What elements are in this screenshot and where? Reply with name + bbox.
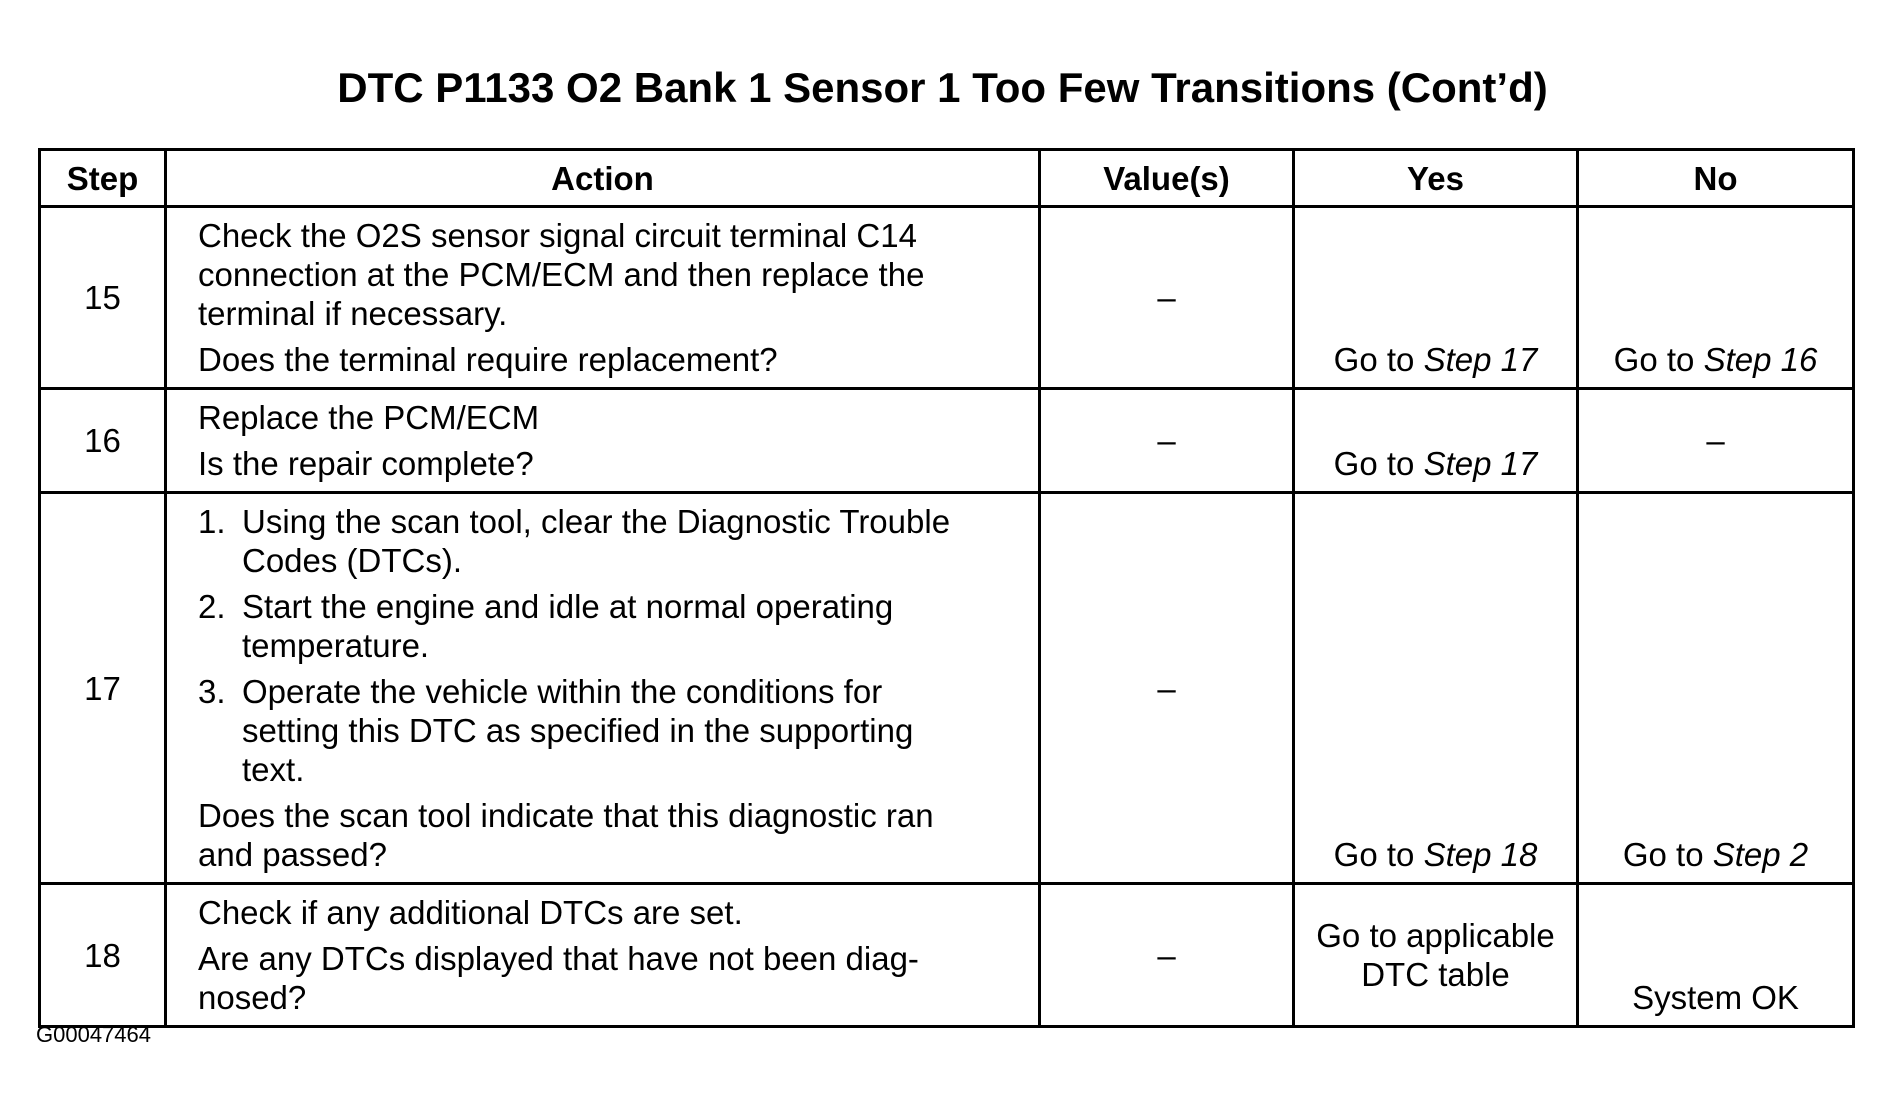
list-item bbox=[198, 587, 1018, 665]
action-cell bbox=[166, 884, 1040, 1027]
action-line: Replace the PCM/ECM bbox=[198, 399, 540, 436]
action-line: Operate the vehicle within the conditions for bbox=[242, 673, 883, 710]
action-cell bbox=[166, 207, 1040, 389]
yes-cell bbox=[1294, 884, 1578, 1027]
action-cell bbox=[166, 389, 1040, 493]
list-number: 1. bbox=[198, 503, 226, 540]
table-row bbox=[40, 389, 1854, 493]
go-to-label: Go to bbox=[1333, 445, 1424, 482]
header-action: Action bbox=[166, 150, 1040, 207]
go-to-label: Go to bbox=[1613, 341, 1704, 378]
action-line: Using the scan tool, clear the Diagnostic Trouble bbox=[242, 503, 951, 540]
step-number: 18 bbox=[40, 884, 166, 1027]
table-row bbox=[40, 493, 1854, 884]
action-question bbox=[198, 939, 1018, 1017]
yes-cell bbox=[1294, 389, 1578, 493]
step-number: 15 bbox=[40, 207, 166, 389]
go-to-label: Go to bbox=[1333, 836, 1424, 873]
figure-code: G00047464 bbox=[36, 1022, 151, 1047]
yes-cell bbox=[1294, 207, 1578, 389]
value-cell: – bbox=[1040, 207, 1294, 389]
no-cell bbox=[1578, 493, 1854, 884]
list-number: 3. bbox=[198, 673, 226, 710]
step-reference: Step 2 bbox=[1712, 836, 1809, 873]
action-question: Is the repair complete? bbox=[198, 445, 534, 482]
step-reference: Step 16 bbox=[1703, 341, 1818, 378]
action-line: text. bbox=[242, 751, 305, 788]
step-reference: Step 18 bbox=[1423, 836, 1538, 873]
list-number: 2. bbox=[198, 588, 226, 625]
value-cell: – bbox=[1040, 389, 1294, 493]
go-to-label: Go to bbox=[1333, 341, 1424, 378]
header-values: Value(s) bbox=[1040, 150, 1294, 207]
no-cell: System OK bbox=[1578, 884, 1854, 1027]
action-line: terminal if necessary. bbox=[198, 295, 508, 332]
action-line: connection at the PCM/ECM and then replace the bbox=[198, 256, 925, 293]
step-number: 17 bbox=[40, 493, 166, 884]
header-row bbox=[40, 150, 1854, 207]
action-line: Check if any additional DTCs are set. bbox=[198, 894, 743, 931]
value-cell: – bbox=[1040, 493, 1294, 884]
action-line: Check the O2S sensor signal circuit terminal C14 bbox=[198, 217, 917, 254]
page-title: DTC P1133 O2 Bank 1 Sensor 1 Too Few Transitions (Cont’d) bbox=[337, 64, 1548, 111]
step-number: 16 bbox=[40, 389, 166, 493]
no-cell: – bbox=[1578, 389, 1854, 493]
header-no: No bbox=[1578, 150, 1854, 207]
yes-cell bbox=[1294, 493, 1578, 884]
no-cell bbox=[1578, 207, 1854, 389]
value-cell: – bbox=[1040, 884, 1294, 1027]
action-cell bbox=[166, 493, 1040, 884]
action-line: and passed? bbox=[198, 836, 387, 873]
list-item bbox=[198, 672, 1018, 789]
action-line: Codes (DTCs). bbox=[242, 542, 463, 579]
result-line: DTC table bbox=[1361, 956, 1510, 993]
header-yes: Yes bbox=[1294, 150, 1578, 207]
table-row bbox=[40, 207, 1854, 389]
action-line: nosed? bbox=[198, 979, 307, 1016]
list-item bbox=[198, 502, 1018, 580]
action-line: temperature. bbox=[242, 627, 430, 664]
go-to-label: Go to bbox=[1622, 836, 1713, 873]
step-reference: Step 17 bbox=[1423, 341, 1538, 378]
dtc-table bbox=[38, 148, 1855, 1028]
header-step: Step bbox=[40, 150, 166, 207]
step-reference: Step 17 bbox=[1423, 445, 1538, 482]
action-line: Start the engine and idle at normal operating bbox=[242, 588, 894, 625]
result-line: Go to applicable bbox=[1316, 917, 1555, 954]
action-question: Does the terminal require replacement? bbox=[198, 341, 778, 378]
table-row bbox=[40, 884, 1854, 1027]
action-line: setting this DTC as specified in the supporting bbox=[242, 712, 914, 749]
action-line: Are any DTCs displayed that have not been diag- bbox=[198, 940, 919, 977]
action-question bbox=[198, 796, 1018, 874]
action-line: Does the scan tool indicate that this diagnostic ran bbox=[198, 797, 934, 834]
